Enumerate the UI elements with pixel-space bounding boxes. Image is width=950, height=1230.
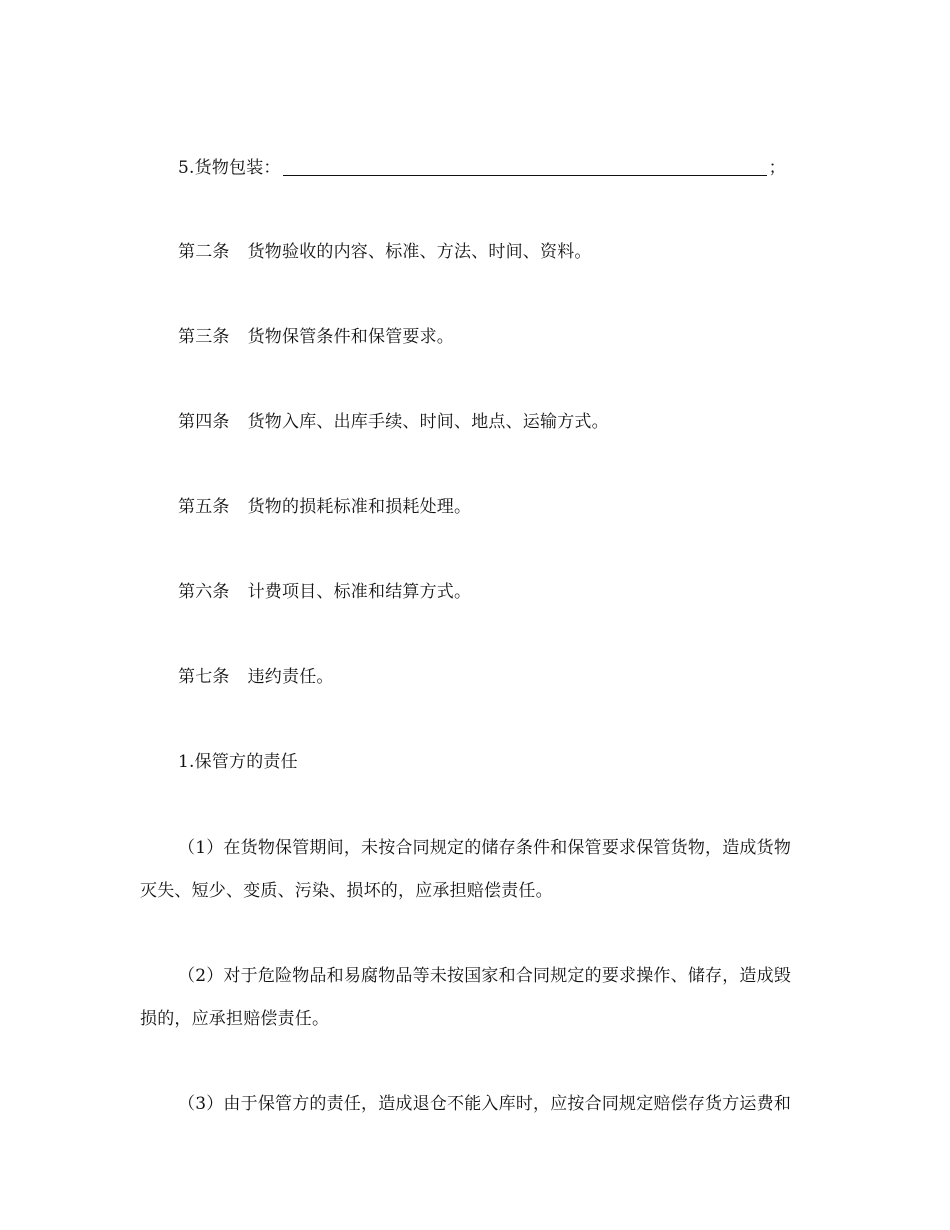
article-3 [178, 327, 858, 347]
article-6 [178, 582, 858, 602]
subsection-1-title: 1.保管方的责任 [178, 752, 298, 772]
article-7-text: 违约责任。 [247, 667, 334, 687]
fill-in-blank-line [283, 174, 767, 176]
item-5-label: 5.货物包装： [178, 158, 281, 178]
item-5-packaging [178, 158, 858, 178]
article-5 [178, 497, 858, 517]
article-7 [178, 667, 858, 687]
article-6-number: 第六条 [178, 582, 230, 602]
article-2-text: 货物验收的内容、标准、方法、时间、资料。 [247, 242, 592, 262]
article-5-number: 第五条 [178, 497, 230, 517]
item-5-end: ； [768, 158, 786, 178]
article-4 [178, 412, 858, 432]
article-4-text: 货物入库、出库手续、时间、地点、运输方式。 [247, 412, 609, 432]
clause-2-line-2: 损的，应承担赔偿责任。 [140, 1009, 330, 1029]
article-3-text: 货物保管条件和保管要求。 [247, 327, 455, 347]
article-5-text: 货物的损耗标准和损耗处理。 [247, 497, 472, 517]
article-4-number: 第四条 [178, 412, 230, 432]
article-3-number: 第三条 [178, 327, 230, 347]
article-2 [178, 242, 858, 262]
clause-1-line-2: 灭失、短少、变质、污染、损坏的，应承担赔偿责任。 [140, 881, 553, 901]
article-7-number: 第七条 [178, 667, 230, 687]
clause-3-line-1: （3）由于保管方的责任，造成退仓不能入库时，应按合同规定赔偿存货方运费和 [178, 1094, 792, 1114]
article-2-number: 第二条 [178, 242, 230, 262]
clause-1-line-1: （1）在货物保管期间，未按合同规定的储存条件和保管要求保管货物，造成货物 [178, 838, 792, 858]
article-6-text: 计费项目、标准和结算方式。 [247, 582, 472, 602]
clause-2-line-1: （2）对于危险物品和易腐物品等未按国家和合同规定的要求操作、储存，造成毁 [178, 966, 792, 986]
